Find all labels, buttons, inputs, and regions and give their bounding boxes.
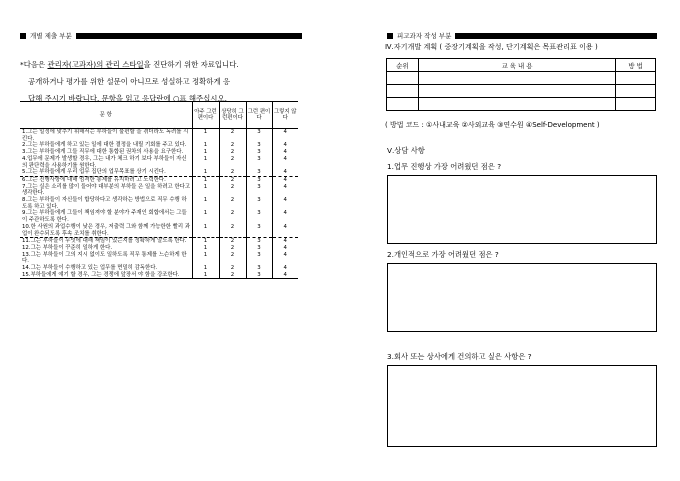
table-row <box>20 224 298 238</box>
plan-cell[interactable] <box>387 85 419 98</box>
answer-option[interactable]: 4 <box>272 156 298 169</box>
plan-cell[interactable] <box>616 85 656 98</box>
answer-option[interactable]: 1 <box>192 224 219 238</box>
answer-option[interactable]: 3 <box>246 142 272 149</box>
answer-option[interactable]: 3 <box>246 197 272 210</box>
consult-title: Ⅴ.상담 사항 <box>387 146 425 155</box>
method-codes: ( 방법 코드 : ①사내교육 ②사외교육 ③연수원 ④Self-Development ) <box>385 121 600 129</box>
left-section-header <box>20 31 302 40</box>
right-section-title: 피고과자 작성 부분 <box>397 32 452 40</box>
question-text: 1.그는 일정에 맞추기 위해서는 부하들이 불편할 을 겪더라도 독려를 시킨다. <box>22 129 189 142</box>
table-row <box>20 184 298 197</box>
plan-cell[interactable] <box>616 98 656 111</box>
answer-option[interactable]: 2 <box>219 169 246 176</box>
answer-option[interactable]: 1 <box>192 176 219 183</box>
answer-option[interactable]: 3 <box>246 252 272 265</box>
answer-option[interactable]: 4 <box>272 142 298 149</box>
answer-option[interactable]: 1 <box>192 184 219 197</box>
answer-option[interactable]: 1 <box>192 210 219 223</box>
answer-option[interactable]: 3 <box>246 129 272 143</box>
question-text: 8.그는 부하들이 자신들이 합당하다고 생각하는 방법으로 직무 수행 하도록 하고 있다. <box>22 197 187 210</box>
answer-option[interactable]: 2 <box>219 149 246 156</box>
answer-option[interactable]: 2 <box>219 238 246 245</box>
answer-option[interactable]: 4 <box>272 252 298 265</box>
table-row <box>20 176 298 183</box>
answer-option[interactable]: 3 <box>246 238 272 245</box>
answer-option[interactable]: 3 <box>246 245 272 252</box>
answer-option[interactable]: 2 <box>219 210 246 223</box>
answer-option[interactable]: 4 <box>272 272 298 279</box>
question-text: 9.그는 부하들에게 그들이 책임져야 할 분야가 주재인 회합에서는 그들이 주관하도록 한다. <box>22 210 187 224</box>
answer-option[interactable]: 4 <box>272 149 298 156</box>
answer-option[interactable]: 1 <box>192 265 219 272</box>
answer-option[interactable]: 3 <box>246 265 272 272</box>
answer-option[interactable]: 3 <box>246 184 272 197</box>
table-row <box>20 245 298 252</box>
answer-option[interactable]: 4 <box>272 245 298 252</box>
answer-option[interactable]: 3 <box>246 169 272 176</box>
header-scale-2: 상당히 그런편이다 <box>219 102 246 129</box>
plan-cell[interactable] <box>418 72 615 85</box>
answer-option[interactable]: 2 <box>219 245 246 252</box>
intro-text: *다음은 관리자(고과자)의 관리 스타일을 진단하기 위한 자료입니다. 공개하거나 평가를 위한 설문이 아니므로 성실하고 정확하게 응 답해 주시기 바랍니다. 문항을 읽고 응답란에 ○표 해주십시오. <box>20 60 239 103</box>
answer-option[interactable]: 4 <box>272 184 298 197</box>
table-row <box>20 197 298 210</box>
answer-option[interactable]: 3 <box>246 156 272 169</box>
answer-option[interactable]: 3 <box>246 224 272 238</box>
question-1: 1.업무 진행상 가장 어려웠던 점은 ? <box>387 162 502 171</box>
header-bar <box>455 33 657 39</box>
answer-box-3[interactable] <box>387 365 657 447</box>
answer-option[interactable]: 1 <box>192 245 219 252</box>
answer-option[interactable]: 2 <box>219 184 246 197</box>
plan-header-0: 순위 <box>387 59 419 72</box>
question-3: 3.회사 또는 상사에게 건의하고 싶은 사항은 ? <box>387 352 532 361</box>
plan-row <box>387 72 656 85</box>
question-text: 14.그는 부하들이 수행하고 있는 업무를 면밀히 감독한다. <box>22 265 158 272</box>
table-row <box>20 169 298 176</box>
plan-cell[interactable] <box>616 72 656 85</box>
answer-option[interactable]: 4 <box>272 176 298 183</box>
question-text: 15.부하들에게 얘기 할 경우, 그는 경쟁에 앞장서 야 함을 강조한다. <box>20 272 192 279</box>
answer-option[interactable]: 1 <box>192 142 219 149</box>
answer-option[interactable]: 2 <box>219 129 246 143</box>
answer-option[interactable]: 2 <box>219 272 246 279</box>
question-2: 2.개인적으로 가장 어려웠던 점은 ? <box>387 250 499 259</box>
intro-underlined: 관리자(고과자)의 관리 스타일 <box>47 60 144 69</box>
question-text: 13.그는 부하들이 그의 지시 없이도 일하도록 직무 통제를 느슨하게 한다. <box>22 251 187 265</box>
answer-option[interactable]: 2 <box>219 265 246 272</box>
plan-row <box>387 98 656 111</box>
answer-option[interactable]: 2 <box>219 224 246 238</box>
table-row <box>20 129 298 143</box>
right-section-header <box>387 31 657 40</box>
header-bar <box>76 33 302 39</box>
answer-option[interactable]: 2 <box>219 252 246 265</box>
question-text: 7.그는 실은 소리를 많이 들어야 대부분의 부하들 은 일을 하려고 한다고 생각한다. <box>22 183 191 197</box>
answer-option[interactable]: 3 <box>246 176 272 183</box>
answer-box-2[interactable] <box>387 263 657 332</box>
question-text: 6.그는 진행사항에 대해 엄격한 통제를 유지하려 고 노력한다. <box>20 176 192 183</box>
header-scale-4: 그렇지 않다 <box>272 102 298 129</box>
answer-option[interactable]: 1 <box>192 156 219 169</box>
answer-option[interactable]: 1 <box>192 169 219 176</box>
plan-cell[interactable] <box>387 72 419 85</box>
answer-option[interactable]: 2 <box>219 197 246 210</box>
table-row <box>20 149 298 156</box>
answer-option[interactable]: 1 <box>192 149 219 156</box>
answer-option[interactable]: 1 <box>192 252 219 265</box>
table-row <box>20 272 298 279</box>
plan-row <box>387 85 656 98</box>
answer-option[interactable]: 2 <box>219 142 246 149</box>
answer-option[interactable]: 1 <box>192 197 219 210</box>
answer-option[interactable]: 2 <box>219 156 246 169</box>
table-row <box>20 238 298 245</box>
questionnaire-header <box>20 102 298 129</box>
question-text: 10.한 사원의 과업수행이 낮은 경우, 저출력 그와 함께 가능한한 빨리 과업이 완수되도록 후속 조치를 취한다. <box>22 223 191 237</box>
answer-option[interactable]: 1 <box>192 129 219 143</box>
table-row <box>20 156 298 169</box>
answer-option[interactable]: 4 <box>272 197 298 210</box>
question-text: 12.그는 부하들이 꾸준히 일하게 한다. <box>22 244 113 251</box>
plan-header-2: 방 법 <box>616 59 656 72</box>
plan-cell[interactable] <box>418 98 615 111</box>
table-row <box>20 210 298 223</box>
answer-option[interactable]: 2 <box>219 176 246 183</box>
question-text: 2.그는 부하들에게 하고 있는 일에 대한 결정을 내릴 기회를 주고 있다. <box>22 142 187 149</box>
self-development-title: Ⅳ.자기개발 계획 ( 중장기계획을 작성, 단기계획은 목표관리표 이용 ) <box>385 42 598 51</box>
questionnaire-table <box>20 101 298 279</box>
header-question: 문 항 <box>20 102 192 129</box>
question-text: 5.그는 부하들에게 우리 업무 집단의 업무목표를 상기 시킨다. <box>22 169 166 176</box>
answer-box-1[interactable] <box>387 175 657 244</box>
answer-option[interactable]: 3 <box>246 149 272 156</box>
square-bullet-icon <box>387 33 393 39</box>
self-development-table <box>386 58 656 111</box>
header-scale-3: 그런 편이다 <box>246 102 272 129</box>
answer-option[interactable]: 4 <box>272 265 298 272</box>
answer-option[interactable]: 4 <box>272 210 298 223</box>
square-bullet-icon <box>20 33 26 39</box>
question-text: 3.그는 부하들에게 그들 직무에 대한 통합된 권차의 사용을 요구한다. <box>22 149 184 156</box>
answer-option[interactable]: 4 <box>272 224 298 238</box>
answer-option[interactable]: 4 <box>272 169 298 176</box>
answer-option[interactable]: 4 <box>272 238 298 245</box>
header-scale-1: 아주 그런편이다 <box>192 102 219 129</box>
question-text: 4.업무에 문제가 발생할 경우, 그는 내가 체크 하기 보다 부하들이 자신의 판단력을 사용하기를 원한다. <box>22 155 187 169</box>
answer-option[interactable]: 3 <box>246 272 272 279</box>
answer-option[interactable]: 1 <box>192 238 219 245</box>
answer-option[interactable]: 4 <box>272 129 298 143</box>
left-section-title: 개별 제출 부분 <box>30 32 72 40</box>
table-row <box>20 265 298 272</box>
plan-cell[interactable] <box>387 98 419 111</box>
table-row <box>20 252 298 265</box>
plan-header-1: 교 육 내 용 <box>418 59 615 72</box>
answer-option[interactable]: 1 <box>192 272 219 279</box>
question-text: 11.그는 부하들이 무엇에 대해 책임이 있는지를 정확하게 알도록 한다. <box>20 238 192 245</box>
plan-cell[interactable] <box>418 85 615 98</box>
answer-option[interactable]: 3 <box>246 210 272 223</box>
